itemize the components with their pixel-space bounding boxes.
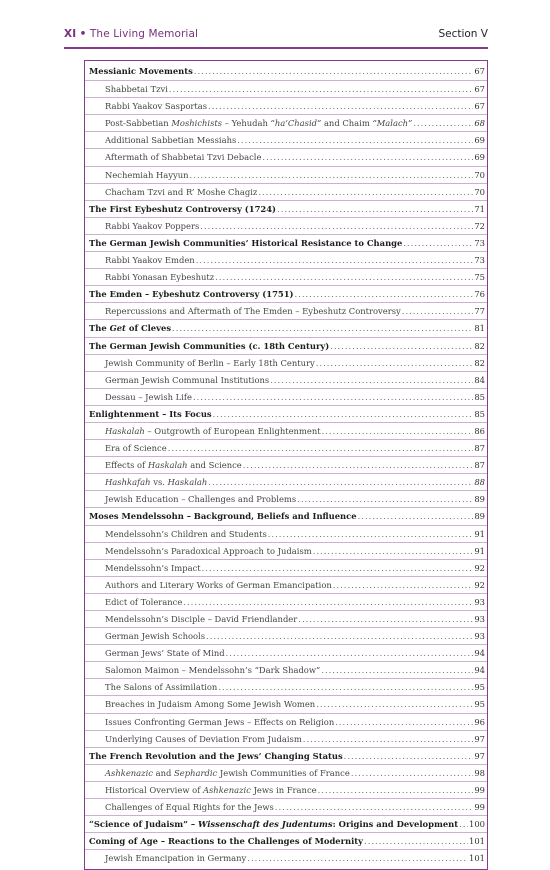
toc-entry-title: The First Eybeshutz Controversy (1724) [89, 203, 277, 214]
toc-entry-title: Haskalah – Outgrowth of European Enlightenment [105, 425, 321, 436]
dot-leader [168, 440, 474, 457]
dot-leader [270, 372, 473, 389]
toc-entry-title: Dessau – Jewish Life [105, 391, 192, 402]
toc-page-number: 71 [474, 203, 485, 214]
toc-entry-title: Historical Overview of Ashkenazic Jews in France [105, 784, 317, 795]
toc-subentry[interactable] [85, 217, 487, 234]
toc-entry-title: Aftermath of Shabbetai Tzvi Debacle [105, 152, 262, 163]
dot-leader [237, 132, 473, 149]
toc-page-number: 89 [474, 494, 485, 505]
table-of-contents [84, 60, 488, 870]
toc-page-number: 96 [474, 716, 485, 727]
toc-subentry[interactable] [85, 183, 487, 200]
toc-entry-title: Mendelssohn’s Impact [105, 562, 201, 573]
dot-leader [268, 526, 474, 543]
toc-chapter-entry[interactable] [85, 815, 487, 832]
toc-page-number: 94 [474, 665, 485, 676]
toc-page-number: 77 [474, 306, 485, 317]
toc-entry-title: Rabbi Yonasan Eybeshutz [105, 272, 215, 283]
dot-leader [322, 423, 474, 440]
toc-page-number: 67 [474, 66, 485, 76]
dot-leader [190, 167, 474, 184]
dot-leader [206, 628, 473, 645]
toc-entry-title: Post-Sabbetian Moshichists – Yehudah “ha’Chasid” and Chaim “Malach” [105, 118, 413, 129]
toc-entry-title: Rabbi Yaakov Emden [105, 255, 195, 266]
toc-chapter-entry[interactable] [85, 832, 487, 849]
toc-subentry[interactable] [85, 525, 487, 542]
dot-leader [200, 218, 473, 235]
toc-page-number: 92 [474, 579, 485, 590]
toc-entry-title: The Get of Cleves [89, 323, 172, 334]
dot-leader [196, 252, 474, 269]
toc-page-number: 73 [474, 237, 485, 248]
dot-leader [193, 389, 473, 406]
toc-subentry[interactable] [85, 251, 487, 268]
toc-page-number: 86 [474, 425, 485, 436]
dot-leader [202, 560, 474, 577]
header-title-text: The Living Memorial [89, 28, 199, 40]
dot-leader [262, 149, 473, 166]
toc-subentry[interactable] [85, 354, 487, 371]
toc-page-number: 72 [474, 220, 485, 231]
toc-subentry[interactable] [85, 610, 487, 627]
toc-chapter-entry[interactable] [85, 234, 487, 251]
dot-leader [247, 850, 468, 867]
dot-leader [333, 577, 474, 594]
toc-chapter-entry[interactable] [85, 200, 487, 217]
toc-chapter-entry[interactable] [85, 337, 487, 354]
toc-page-number: 98 [474, 767, 485, 778]
toc-entry-title: Jewish Emancipation in Germany [105, 853, 247, 864]
toc-subentry[interactable] [85, 388, 487, 405]
dot-leader [330, 338, 473, 355]
toc-subentry[interactable] [85, 148, 487, 165]
dot-leader [208, 98, 473, 115]
toc-subentry[interactable] [85, 644, 487, 661]
dot-leader [297, 491, 473, 508]
toc-subentry[interactable] [85, 849, 487, 866]
toc-page-number: 91 [474, 545, 485, 556]
toc-page-number: 82 [474, 340, 485, 351]
dot-leader [402, 303, 474, 320]
toc-page-number: 100 [469, 819, 485, 830]
toc-subentry[interactable] [85, 730, 487, 747]
toc-subentry[interactable] [85, 97, 487, 114]
toc-entry-title: Underlying Causes of Deviation From Judaism [105, 733, 302, 744]
toc-subentry[interactable] [85, 268, 487, 285]
dot-leader [169, 81, 473, 98]
toc-subentry[interactable] [85, 593, 487, 610]
toc-subentry[interactable] [85, 798, 487, 815]
toc-page-number: 87 [474, 443, 485, 454]
dot-leader [364, 833, 468, 850]
toc-entry-title: Mendelssohn’s Disciple – David Friendlander [105, 614, 298, 624]
toc-subentry[interactable] [85, 678, 487, 695]
toc-subentry[interactable] [85, 80, 487, 97]
dot-leader [313, 543, 474, 560]
dot-leader [413, 115, 473, 132]
header-section-label: Section V [438, 28, 488, 40]
toc-subentry[interactable] [85, 764, 487, 781]
toc-entry-title: Additional Sabbetian Messiahs [105, 135, 237, 146]
toc-page-number: 69 [474, 152, 485, 163]
dot-leader [258, 184, 473, 201]
toc-subentry[interactable] [85, 576, 487, 593]
toc-entry-title: Messianic Movements [89, 66, 193, 76]
toc-entry-title: The Emden – Eybeshutz Controversy (1751) [89, 289, 294, 300]
toc-subentry[interactable] [85, 166, 487, 183]
toc-entry-title: Issues Confronting German Jews – Effects on Religion [105, 716, 335, 727]
toc-entry-title: Mendelssohn’s Paradoxical Approach to Judaism [105, 545, 312, 556]
toc-entry-title: Enlightenment – Its Focus [89, 408, 212, 419]
dot-leader [275, 799, 474, 816]
toc-entry-title: Challenges of Equal Rights for the Jews [105, 802, 274, 813]
toc-page-number: 91 [474, 528, 485, 539]
toc-page-number: 75 [474, 272, 485, 283]
toc-entry-title: Breaches in Judaism Among Some Jewish Women [105, 699, 316, 710]
toc-entry-title: The French Revolution and the Jews’ Changing Status [89, 750, 343, 761]
toc-page-number: 101 [469, 836, 485, 847]
toc-page-number: 92 [474, 562, 485, 573]
dot-leader [321, 662, 473, 679]
toc-entry-title: Authors and Literary Works of German Emancipation [105, 579, 332, 590]
toc-entry-title: The German Jewish Communities’ Historical Resistance to Change [89, 237, 403, 248]
toc-page-number: 88 [474, 477, 485, 488]
toc-page-number: 97 [474, 733, 485, 744]
toc-entry-title: Rabbi Yaakov Poppers [105, 220, 200, 231]
toc-subentry[interactable] [85, 559, 487, 576]
dot-leader [295, 286, 474, 303]
toc-entry-title: Ashkenazic and Sephardic Jewish Communities of France [105, 767, 350, 778]
toc-subentry[interactable] [85, 302, 487, 319]
dot-leader [243, 457, 474, 474]
toc-page-number: 99 [474, 784, 485, 795]
toc-page-number: 93 [474, 596, 485, 607]
dot-leader [213, 406, 474, 423]
toc-chapter-entry[interactable] [85, 285, 487, 302]
toc-page-number: 84 [474, 374, 485, 385]
toc-page-number: 69 [474, 135, 485, 146]
dot-leader [459, 816, 468, 833]
toc-page-number: 94 [474, 648, 485, 659]
toc-subentry[interactable] [85, 439, 487, 456]
toc-page-number: 89 [474, 511, 485, 522]
dot-leader [316, 355, 474, 372]
dot-leader [215, 269, 473, 286]
toc-page-number: 67 [474, 101, 485, 112]
header-book-title [64, 28, 198, 40]
dot-leader [316, 696, 473, 713]
dot-leader [351, 765, 474, 782]
dot-leader [226, 645, 474, 662]
toc-entry-title: German Jews’ State of Mind [105, 648, 225, 659]
dot-leader [303, 731, 474, 748]
dot-leader [208, 474, 473, 491]
dot-leader [335, 714, 473, 731]
toc-page-number: 85 [474, 408, 485, 419]
toc-page-number: 93 [474, 614, 485, 624]
toc-page-number: 68 [474, 118, 485, 129]
dot-leader [183, 594, 473, 611]
toc-page-number: 70 [474, 186, 485, 197]
toc-entry-title: Rabbi Yaakov Sasportas [105, 101, 208, 112]
toc-entry-title: Mendelssohn’s Children and Students [105, 528, 267, 539]
toc-page-number: 99 [474, 802, 485, 813]
toc-entry-title: Edict of Tolerance [105, 596, 183, 607]
toc-entry-title: German Jewish Communal Institutions [105, 374, 270, 385]
dot-leader [344, 748, 474, 765]
toc-entry-title: Shabbetai Tzvi [105, 84, 168, 95]
dot-leader [277, 201, 473, 218]
toc-entry-title: Repercussions and Aftermath of The Emden – Eybeshutz Controversy [105, 306, 401, 317]
toc-chapter-entry[interactable] [85, 507, 487, 524]
toc-subentry[interactable] [85, 781, 487, 798]
toc-chapter-entry[interactable] [85, 319, 487, 336]
toc-subentry[interactable] [85, 422, 487, 439]
toc-entry-title: Jewish Community of Berlin – Early 18th Century [105, 357, 315, 368]
dot-leader [403, 235, 473, 252]
toc-entry-title: Effects of Haskalah and Science [105, 460, 242, 471]
toc-subentry[interactable] [85, 542, 487, 559]
toc-subentry[interactable] [85, 627, 487, 644]
toc-entry-title: Salomon Maimon – Mendelssohn’s “Dark Shadow” [105, 665, 321, 676]
toc-subentry[interactable] [85, 131, 487, 148]
toc-page-number: 67 [474, 84, 485, 95]
toc-page-number: 95 [474, 699, 485, 710]
toc-entry-title: Nechemiah Hayyun [105, 169, 189, 180]
running-header [64, 27, 488, 49]
header-section-number: XI [64, 28, 77, 40]
toc-page-number: 85 [474, 391, 485, 402]
dot-leader [172, 320, 473, 337]
toc-page-number: 93 [474, 631, 485, 642]
toc-entry-title: Moses Mendelssohn – Background, Beliefs and Influence [89, 511, 357, 522]
toc-page-number: 73 [474, 255, 485, 266]
toc-entry-title: Jewish Education – Challenges and Problems [105, 494, 297, 505]
toc-chapter-entry[interactable] [85, 747, 487, 764]
dot-leader [218, 679, 473, 696]
toc-page-number: 82 [474, 357, 485, 368]
toc-entry-title: Hashkafah vs. Haskalah [105, 477, 208, 488]
toc-page-number: 76 [474, 289, 485, 300]
toc-page-number: 95 [474, 682, 485, 693]
toc-entry-title: Chacham Tzvi and R’ Moshe Chagiz [105, 186, 258, 197]
toc-page-number: 97 [474, 750, 485, 761]
dot-leader [194, 63, 473, 80]
toc-entry-title: “Science of Judaism” – Wissenschaft des Judentums: Origins and Development [89, 819, 459, 830]
toc-page-number: 87 [474, 460, 485, 471]
toc-subentry[interactable] [85, 695, 487, 712]
toc-entry-title: Era of Science [105, 443, 167, 454]
toc-entry-title: Coming of Age – Reactions to the Challenges of Modernity [89, 836, 364, 847]
toc-chapter-entry[interactable] [85, 405, 487, 422]
toc-entry-title: The Salons of Assimilation [105, 682, 218, 693]
toc-entry-title: The German Jewish Communities (c. 18th Century) [89, 340, 330, 351]
toc-subentry[interactable] [85, 114, 487, 131]
toc-subentry[interactable] [85, 371, 487, 388]
dot-leader [358, 508, 474, 525]
toc-subentry[interactable] [85, 456, 487, 473]
toc-subentry[interactable] [85, 490, 487, 507]
dot-leader [318, 782, 474, 799]
toc-subentry[interactable] [85, 713, 487, 730]
toc-page-number: 81 [474, 323, 485, 334]
toc-page-number: 101 [469, 853, 485, 864]
dot-leader [298, 611, 473, 628]
toc-entry-title: German Jewish Schools [105, 631, 206, 642]
header-bullet: • [79, 28, 87, 40]
toc-page-number: 70 [474, 169, 485, 180]
toc-chapter-entry[interactable] [85, 63, 487, 80]
toc-subentry[interactable] [85, 661, 487, 678]
toc-subentry[interactable] [85, 473, 487, 490]
